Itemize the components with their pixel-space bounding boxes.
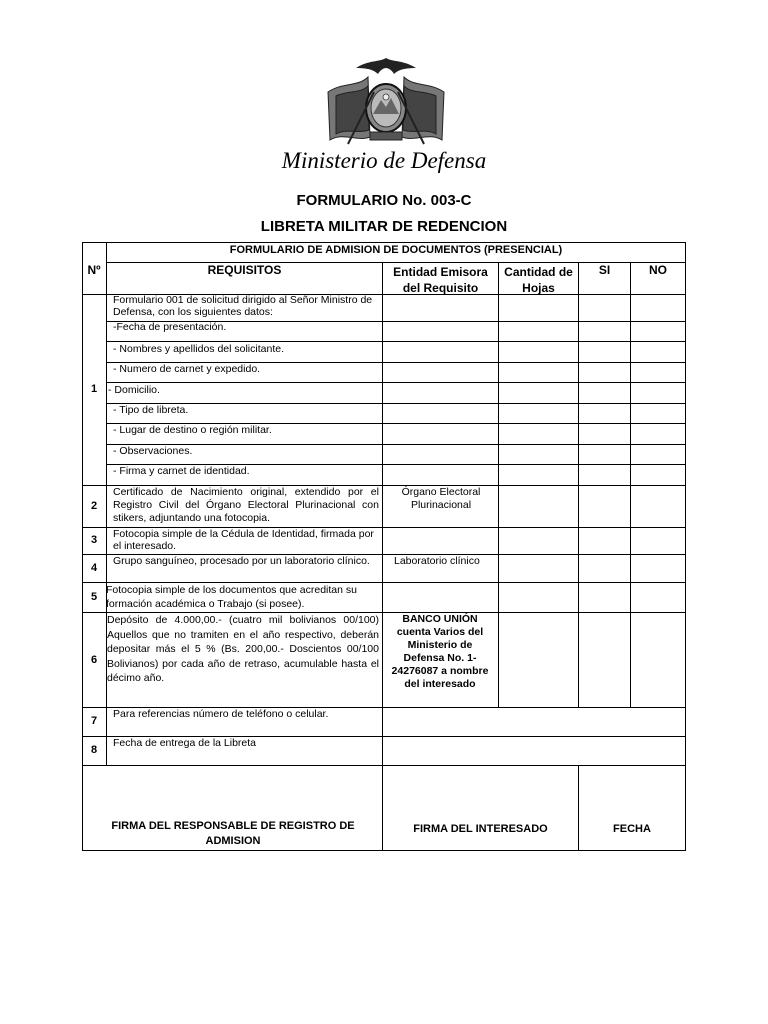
column-header-no: NO bbox=[649, 263, 667, 277]
issuer-text: Laboratorio clínico bbox=[394, 555, 480, 567]
column-header-requirements: REQUISITOS bbox=[207, 263, 282, 277]
requirement-text: - Nombres y apellidos del solicitante. bbox=[113, 343, 284, 355]
requirement-text: - Lugar de destino o región militar. bbox=[113, 424, 272, 436]
column-header-issuer: Entidad Emisora del Requisito bbox=[393, 265, 488, 295]
row-number: 2 bbox=[90, 500, 98, 512]
row-number: 6 bbox=[90, 654, 98, 666]
registrar-signature-label: FIRMA DEL RESPONSABLE DE REGISTRO DE ADMISION bbox=[111, 820, 355, 847]
form-number-title: FORMULARIO No. 003-C bbox=[296, 192, 472, 209]
column-header-yes: SI bbox=[598, 263, 611, 277]
requirement-text: - Domicilio. bbox=[108, 384, 160, 396]
requirement-text: -Fecha de presentación. bbox=[113, 321, 227, 333]
table-caption: FORMULARIO DE ADMISION DE DOCUMENTOS (PRESENCIAL) bbox=[229, 244, 563, 256]
requirement-text: Depósito de 4.000,00.- (cuatro mil bolivianos 00/100) Aquellos que no tramiten en el año respectivo, deberán depositar más el 5 % (Bs. 200,00.- Doscientos 00/100 Bolivianos) por cada año de retraso, acumulable hasta el décimo año. bbox=[107, 614, 379, 684]
requirement-text: - Tipo de libreta. bbox=[113, 404, 189, 416]
requirement-text: - Firma y carnet de identidad. bbox=[113, 465, 250, 477]
row-number: 5 bbox=[90, 591, 98, 603]
column-header-number: Nº bbox=[87, 263, 101, 277]
column-header-sheets: Cantidad de Hojas bbox=[504, 265, 573, 295]
requirement-text: - Numero de carnet y expedido. bbox=[113, 363, 261, 375]
requirement-text: - Observaciones. bbox=[113, 445, 193, 457]
bolivia-coat-of-arms-icon bbox=[318, 52, 454, 148]
form-subject-title: LIBRETA MILITAR DE REDENCION bbox=[260, 218, 508, 235]
admission-form-table bbox=[82, 242, 686, 851]
requirement-text: Formulario 001 de solicitud dirigido al Señor Ministro de Defensa, con los siguientes datos: bbox=[113, 294, 373, 318]
applicant-signature-label: FIRMA DEL INTERESADO bbox=[413, 823, 548, 835]
row-number: 1 bbox=[90, 383, 98, 395]
ministry-name: Ministerio de Defensa bbox=[281, 148, 487, 173]
bank-account-info: BANCO UNIÓN cuenta Varios del Ministerio de Defensa No. 1-24276087 a nombre del interesado bbox=[391, 613, 489, 690]
requirement-text: Fotocopia simple de la Cédula de Identidad, firmada por el interesado. bbox=[113, 528, 374, 552]
issuer-text: Órgano Electoral Plurinacional bbox=[401, 486, 481, 511]
requirement-text: Fecha de entrega de la Libreta bbox=[113, 737, 257, 749]
requirement-text: Fotocopia simple de los documentos que acreditan su formación académica o Trabajo (si posee). bbox=[106, 584, 357, 610]
row-number: 7 bbox=[90, 715, 98, 727]
requirement-text: Grupo sanguíneo, procesado por un laboratorio clínico. bbox=[113, 555, 370, 567]
requirement-text: Certificado de Nacimiento original, extendido por el Registro Civil del Órgano Electoral Plurinacional con stikers, adjuntando una fotocopia. bbox=[113, 486, 379, 524]
requirement-text: Para referencias número de teléfono o celular. bbox=[113, 708, 329, 720]
date-label: FECHA bbox=[613, 823, 651, 835]
row-number: 3 bbox=[90, 534, 98, 546]
row-number: 4 bbox=[90, 562, 98, 574]
row-number: 8 bbox=[90, 744, 98, 756]
